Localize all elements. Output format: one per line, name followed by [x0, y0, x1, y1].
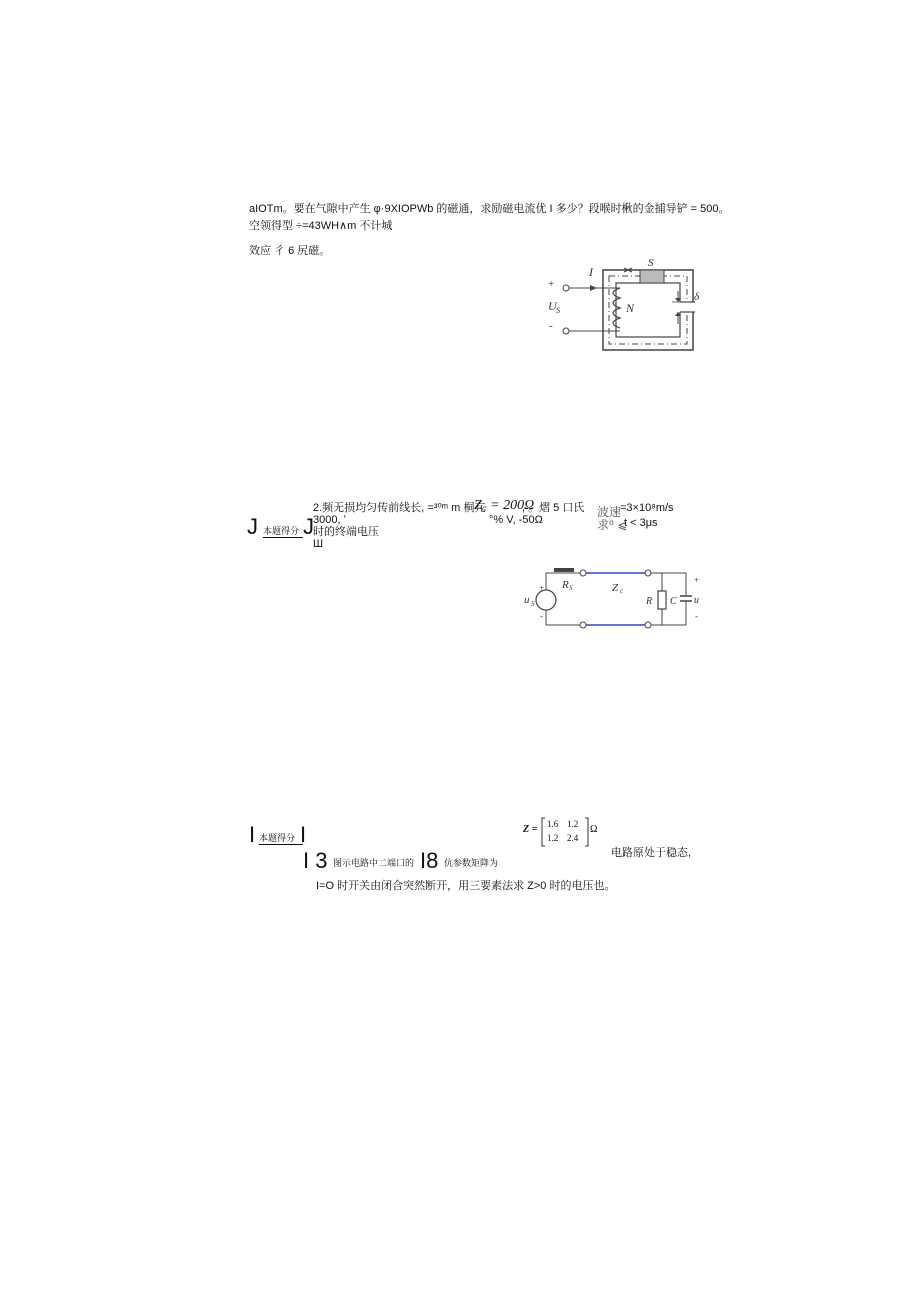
svg-text:R: R: [562, 579, 569, 591]
problem2-text-c: 3000, ʻ: [313, 514, 347, 526]
problem2-text-h1: 求⁰ ⩽: [597, 518, 628, 532]
air-gap: [679, 302, 695, 312]
transmission-line-figure: [520, 563, 700, 633]
flux-path: [609, 276, 687, 344]
matrix-cell: 2.4: [567, 833, 579, 843]
problem2-text-b: , 。熠 5 口氏: [522, 502, 585, 514]
problem2-text-a: 2.频无损均匀传前线长, =³⁰ᵐ m 桐亢: [313, 502, 486, 514]
problem2-text-h2: t < 3μs: [624, 517, 658, 529]
cross-section: [640, 270, 664, 283]
problem3-number: I 3: [303, 848, 328, 873]
voltage-source: [536, 590, 556, 610]
svg-text:R: R: [646, 596, 653, 607]
plus-sign: +: [548, 278, 555, 290]
problem2-zc: Z꜀ = 200Ω: [474, 498, 535, 513]
current-label: I: [589, 265, 593, 279]
problem2-text-d: °% V, -50Ω: [489, 514, 543, 526]
svg-text:c: c: [620, 587, 624, 595]
svg-text:-: -: [695, 611, 698, 621]
score-label-3: 本题得分: [259, 833, 303, 845]
output-voltage-label: u: [694, 595, 699, 606]
matrix-unit: Ω: [590, 824, 598, 835]
matrix-cell: 1.2: [547, 833, 559, 843]
problem1-line3: 效应 彳 6 尻磁。: [249, 245, 331, 257]
svg-text:S: S: [569, 584, 573, 592]
problem1-line2: 空领得型 ÷=43WH∧m 不计城: [249, 220, 393, 232]
problem3-text-a: 图示电路中二端口的: [333, 858, 415, 868]
score-box-right: J: [303, 514, 314, 539]
line-label: Z: [612, 582, 619, 594]
source-label: u: [524, 594, 530, 606]
voltage-subscript: S: [556, 306, 560, 315]
matrix-cell: 1.2: [567, 819, 579, 829]
matrix-label: Z =: [523, 824, 538, 835]
score-box-left-3: I: [249, 822, 256, 847]
minus-sign: -: [549, 320, 553, 332]
load-resistor: [658, 591, 666, 609]
svg-text:C: C: [670, 596, 677, 607]
source-resistor: [554, 568, 574, 572]
problem2-text-g1: 波速: [597, 505, 622, 519]
problem2-text-f: Ш: [313, 538, 324, 550]
svg-text:+: +: [539, 583, 545, 593]
problem3-number-b: I8: [420, 848, 439, 873]
problem2-text-g2: =3×10⁸m/s: [620, 502, 674, 514]
score-box-right-3: I: [300, 822, 307, 847]
impedance-matrix: [541, 816, 589, 848]
score-label: 本题得分: [263, 526, 303, 538]
voltage-label: U: [548, 299, 557, 313]
problem1-line1: aIOTm。要在气隙中产生 φ·9XIOPWb 的磁通，求励磁电流优 I 多少？段喉时楸的金捕导铲 = 500。: [249, 203, 730, 215]
matrix-cell: 1.6: [547, 819, 559, 829]
magnetic-circuit-figure: [540, 258, 700, 354]
gap-label: δ: [694, 291, 700, 303]
problem3-text-c: 电路原处于稳态,: [611, 847, 692, 859]
area-label: S: [648, 258, 654, 269]
score-box-left: J: [247, 514, 258, 539]
problem3-line2: I=O 时开关由闭合突然断开，用三要素法求 Z>0 时的电压也。: [316, 880, 616, 892]
problem2-text-e: 时的终端电压: [313, 526, 379, 538]
svg-text:+: +: [694, 575, 700, 585]
svg-text:S: S: [531, 600, 535, 608]
problem3-text-b: 伉参数矩降为: [444, 858, 499, 868]
svg-text:-: -: [540, 611, 543, 621]
turns-label: N: [626, 301, 635, 315]
